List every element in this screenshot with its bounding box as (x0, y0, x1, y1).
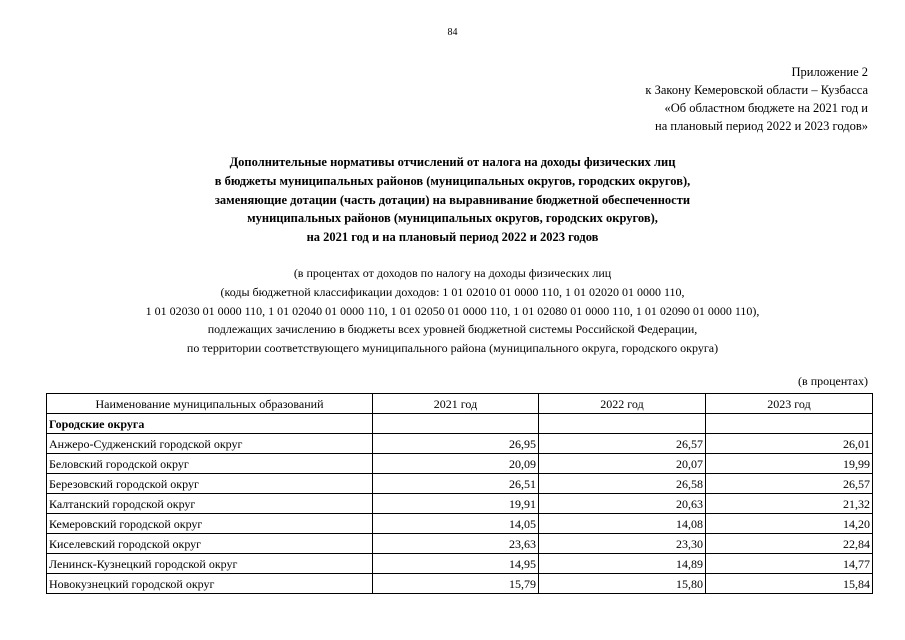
value-2021: 26,51 (373, 474, 539, 494)
title-line: заменяющие дотации (часть дотации) на выравнивание бюджетной обеспеченности (214, 192, 691, 207)
value-2023: 22,84 (706, 534, 873, 554)
units-note: (в процентах) (798, 374, 868, 388)
appendix-header (448, 63, 868, 135)
table-row (47, 434, 873, 454)
appendix-line: Приложение 2 (791, 65, 868, 79)
value-2021: 15,79 (373, 574, 539, 594)
value-2023: 14,77 (706, 554, 873, 574)
header-2023: 2023 год (706, 394, 873, 414)
table-group-row (47, 414, 873, 434)
value-2022: 14,08 (539, 514, 706, 534)
subtitle-line: (коды бюджетной классификации доходов: 1 01 02010 01 0000 110, 1 01 02020 01 0000 110, (220, 284, 685, 299)
title-line: в бюджеты муниципальных районов (муниципальных округов, городских округов), (214, 173, 691, 188)
appendix-line: к Закону Кемеровской области – Кузбасса (645, 83, 868, 97)
value-2022: 20,63 (539, 494, 706, 514)
value-2021: 20,09 (373, 454, 539, 474)
value-2021: 23,63 (373, 534, 539, 554)
table-row (47, 514, 873, 534)
value-2023: 21,32 (706, 494, 873, 514)
empty-cell (373, 414, 539, 434)
value-2023: 26,57 (706, 474, 873, 494)
page-number: 84 (447, 27, 458, 38)
value-2023: 14,20 (706, 514, 873, 534)
value-2021: 19,91 (373, 494, 539, 514)
table-row (47, 474, 873, 494)
norms-table (46, 393, 873, 594)
municipality-name: Анжеро-Судженский городской округ (47, 434, 373, 454)
value-2022: 26,58 (539, 474, 706, 494)
subtitle-line: по территории соответствующего муниципального района (муниципального округа, городского округа) (186, 341, 719, 356)
group-label: Городские округа (47, 414, 373, 434)
table-row (47, 454, 873, 474)
municipality-name: Новокузнецкий городской округ (47, 574, 373, 594)
value-2023: 19,99 (706, 454, 873, 474)
municipality-name: Калтанский городской округ (47, 494, 373, 514)
empty-cell (539, 414, 706, 434)
value-2022: 15,80 (539, 574, 706, 594)
header-municipality: Наименование муниципальных образований (47, 394, 373, 414)
table-row (47, 534, 873, 554)
municipality-name: Беловский городской округ (47, 454, 373, 474)
value-2022: 23,30 (539, 534, 706, 554)
value-2022: 14,89 (539, 554, 706, 574)
empty-cell (706, 414, 873, 434)
header-2022: 2022 год (539, 394, 706, 414)
title-line: муниципальных районов (муниципальных округов, городских округов), (247, 211, 658, 226)
document-subtitle (0, 264, 905, 358)
title-line: на 2021 год и на плановый период 2022 и 2023 годов (306, 230, 599, 245)
table-header-row (47, 394, 873, 414)
value-2023: 26,01 (706, 434, 873, 454)
appendix-line: «Об областном бюджете на 2021 год и (664, 101, 868, 115)
value-2023: 15,84 (706, 574, 873, 594)
table-row (47, 574, 873, 594)
document-title (0, 153, 905, 247)
value-2022: 20,07 (539, 454, 706, 474)
value-2022: 26,57 (539, 434, 706, 454)
municipality-name: Кемеровский городской округ (47, 514, 373, 534)
appendix-line: на плановый период 2022 и 2023 годов» (655, 119, 868, 133)
title-line: Дополнительные нормативы отчислений от налога на доходы физических лиц (229, 155, 676, 169)
subtitle-line: (в процентах от доходов по налогу на доходы физических лиц (293, 266, 612, 280)
municipality-name: Березовский городской округ (47, 474, 373, 494)
header-2021: 2021 год (373, 394, 539, 414)
subtitle-line: подлежащих зачислению в бюджеты всех уровней бюджетной системы Российской Федерации, (207, 322, 698, 337)
value-2021: 14,95 (373, 554, 539, 574)
value-2021: 14,05 (373, 514, 539, 534)
table-row (47, 554, 873, 574)
municipality-name: Ленинск-Кузнецкий городской округ (47, 554, 373, 574)
subtitle-line: 1 01 02030 01 0000 110, 1 01 02040 01 0000 110, 1 01 02050 01 0000 110, 1 01 02080 01 0000 110, 1 01 02090 01 0000 110), (145, 303, 760, 318)
municipality-name: Киселевский городской округ (47, 534, 373, 554)
table-row (47, 494, 873, 514)
value-2021: 26,95 (373, 434, 539, 454)
